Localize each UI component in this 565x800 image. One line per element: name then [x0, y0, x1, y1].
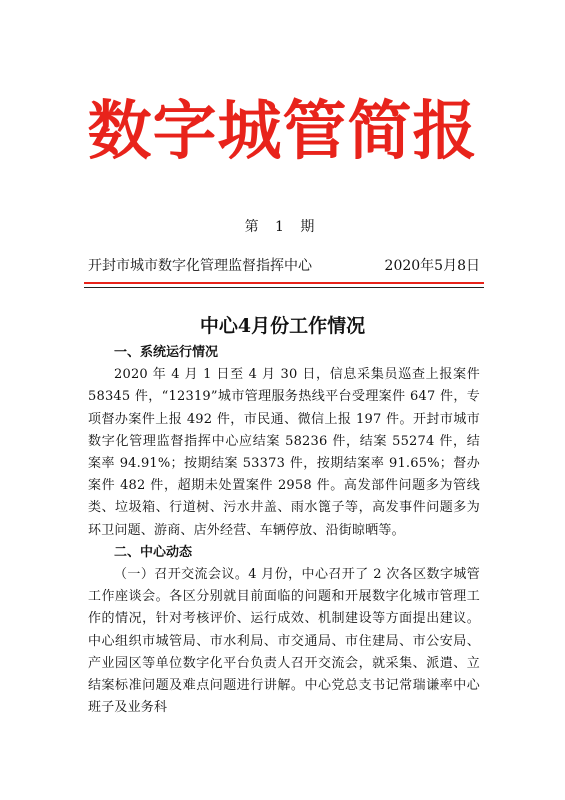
- issue-number: 第 1 期: [244, 219, 321, 235]
- section-paragraph: 2020 年 4 月 1 日至 4 月 30 日，信息采集员巡查上报案件 58345 件，“12319”城市管理服务热线平台受理案件 647 件，专项督办案件上报 492 件，市民通、微信上报 197 件。开封市城市数字化管理监督指挥中心应结案 58236 件，结案 55274 件，结案率 94.91%；按期结案 53373 件，按期结案率 91.65%；督办案件 482 件，超期未处置案件 2958 件。高发部件问题多为管线类、垃圾箱、行道树、污水井盖、雨水篦子等，高发事件问题多为环卫问题、游商、店外经营、车辆停放、沿街晾晒等。: [88, 367, 480, 538]
- masthead-title: 数字城管简报: [87, 94, 478, 169]
- publish-date: 2020年5月8日: [384, 258, 480, 274]
- section-heading: 二、中心动态: [114, 544, 193, 560]
- section-paragraph: （一）召开交流会议。4 月份，中心召开了 2 次各区数字城管工作座谈会。各区分别就目前面临的问题和开展数字化城市管理工作的情况，针对考核评价、运行成效、机制建设等方面提出建议。中心组织市城管局、市水利局、市交通局、市住建局、市公安局、产业园区等单位数字化平台负责人召开交流会，就采集、派遣、立结案标准问题及难点问题进行讲解。中心党总支书记常瑞谦率中心班子及业务科: [88, 567, 480, 716]
- header-rule-red: [84, 282, 484, 284]
- article-title: 中心4月份工作情况: [199, 315, 366, 337]
- header-rule-black: [84, 287, 484, 288]
- section-heading: 一、系统运行情况: [114, 345, 219, 360]
- article-body: [88, 342, 480, 719]
- publisher-org: 开封市城市数字化管理监督指挥中心: [88, 258, 312, 274]
